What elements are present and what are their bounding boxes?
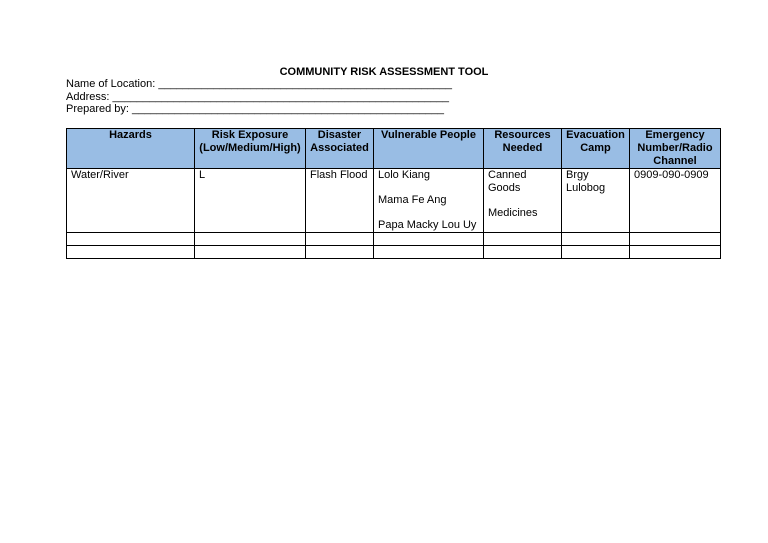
cell-emergency-number: 0909-090-0909 xyxy=(630,169,721,233)
cell-hazards: Water/River xyxy=(67,169,195,233)
cell-vulnerable-people xyxy=(374,169,484,233)
empty-cell xyxy=(67,246,195,259)
header-row xyxy=(67,129,721,169)
empty-cell xyxy=(484,246,562,259)
empty-cell xyxy=(195,233,306,246)
cell-evacuation-camp: Brgy Lulobog xyxy=(562,169,630,233)
table-row-empty xyxy=(67,246,721,259)
empty-cell xyxy=(484,233,562,246)
header-evacuation-camp: Evacuation Camp xyxy=(562,129,630,169)
vulnerable-person: Papa Macky Lou Uy xyxy=(378,219,477,231)
table-row xyxy=(67,169,721,233)
risk-assessment-table xyxy=(66,128,721,259)
address-field: Address: _______________________________________________________ xyxy=(66,91,449,103)
empty-cell xyxy=(374,233,484,246)
resource-item: Canned Goods xyxy=(488,169,527,194)
cell-risk-exposure: L xyxy=(195,169,306,233)
location-field: Name of Location: ________________________________________________ xyxy=(66,78,452,90)
empty-cell xyxy=(630,233,721,246)
header-resources-needed: Resources Needed xyxy=(484,129,562,169)
empty-cell xyxy=(630,246,721,259)
vulnerable-person: Mama Fe Ang xyxy=(378,194,447,206)
prepared-by-field: Prepared by: ___________________________________________________ xyxy=(66,103,445,115)
cell-disaster: Flash Flood xyxy=(306,169,374,233)
header-disaster-associated: Disaster Associated xyxy=(306,129,374,169)
header-vulnerable-people: Vulnerable People xyxy=(374,129,484,169)
header-hazards: Hazards xyxy=(67,129,195,169)
resource-item: Medicines xyxy=(488,207,538,219)
empty-cell xyxy=(562,233,630,246)
empty-cell xyxy=(195,246,306,259)
empty-cell xyxy=(562,246,630,259)
cell-resources xyxy=(484,169,562,233)
document-title: COMMUNITY RISK ASSESSMENT TOOL xyxy=(279,66,489,78)
empty-cell xyxy=(374,246,484,259)
header-emergency-number: Emergency Number/Radio Channel xyxy=(630,129,721,169)
empty-cell xyxy=(67,233,195,246)
empty-cell xyxy=(306,233,374,246)
empty-cell xyxy=(306,246,374,259)
table-row-empty xyxy=(67,233,721,246)
header-risk-exposure: Risk Exposure (Low/Medium/High) xyxy=(195,129,306,169)
vulnerable-person: Lolo Kiang xyxy=(378,169,430,181)
